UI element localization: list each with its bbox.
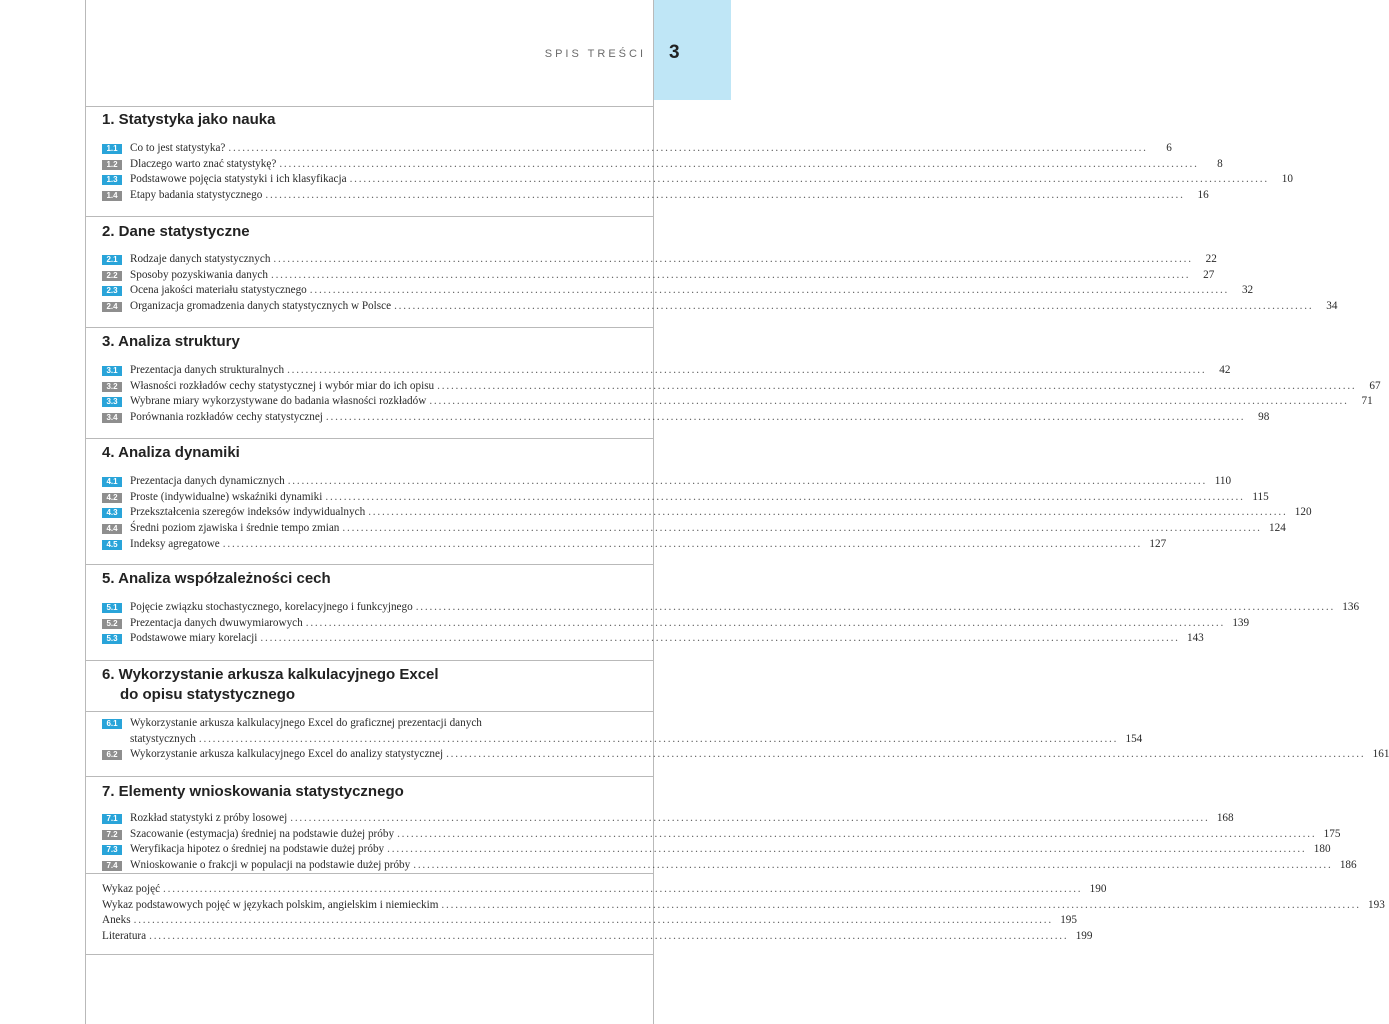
section-divider [85, 776, 653, 777]
section-number-badge: 5.3 [102, 634, 122, 644]
dot-leader: ........................................................................................................................................................................................................ [349, 173, 1269, 186]
section-number-badge: 1.1 [102, 144, 122, 154]
chapter-entries [102, 716, 1389, 763]
dot-leader: ........................................................................................................................................................................................................ [260, 632, 1180, 645]
toc-entry-title: Przekształcenia szeregów indeksów indywidualnych [130, 506, 366, 519]
toc-entry-line [130, 600, 1360, 616]
chapter-title [102, 332, 240, 352]
dot-leader: ........................................................................................................................................................................................................ [290, 812, 1210, 824]
section-number-badge: 4.4 [102, 524, 122, 534]
toc-entry-title: Prezentacja danych dwuwymiarowych [130, 616, 303, 629]
dot-leader: ........................................................................................................................................................................................................ [287, 475, 1208, 487]
section-number-badge: 4.1 [102, 477, 122, 487]
toc-entry-line [130, 172, 1293, 188]
toc-entry[interactable] [102, 172, 1293, 188]
toc-entry-title: Wykaz pojęć [102, 883, 161, 895]
section-number-badge: 2.3 [102, 286, 122, 296]
section-number-badge: 6.1 [102, 719, 122, 729]
toc-entry[interactable] [102, 363, 1231, 379]
toc-entry-title: Etapy badania statystycznego [130, 189, 263, 202]
section-divider [85, 711, 653, 712]
dot-leader: ........................................................................................................................................................................................................ [305, 616, 1226, 629]
toc-entry-line [130, 490, 1269, 506]
chapter-title-line: 1. Statystyka jako nauka [102, 111, 276, 128]
chapter-title-line: 7. Elementy wnioskowania statystycznego [102, 783, 404, 800]
section-divider [85, 954, 653, 955]
toc-entry[interactable] [102, 268, 1215, 284]
toc-entry-line [102, 913, 1077, 929]
toc-entry-page: 32 [1241, 284, 1254, 297]
toc-entry[interactable] [102, 929, 1093, 945]
toc-entry-line [130, 157, 1223, 173]
toc-entry-title: Co to jest statystyka? [130, 142, 226, 154]
dot-leader: ........................................................................................................................................................................................................ [133, 914, 1053, 927]
toc-entry[interactable] [102, 716, 1143, 747]
page-number: 3 [669, 42, 680, 63]
toc-entry-title: Organizacja gromadzenia danych statystycznych w Polsce [130, 300, 392, 313]
toc-entry-title: Ocena jakości materiału statystycznego [130, 284, 307, 297]
toc-entry-page: 180 [1313, 843, 1331, 856]
toc-entry-page: 16 [1197, 189, 1209, 202]
dot-leader: ........................................................................................................................................................................................................ [429, 395, 1349, 408]
toc-entry-line [130, 252, 1217, 268]
section-number-badge: 3.1 [102, 366, 122, 376]
toc-entry[interactable] [102, 252, 1217, 268]
dot-leader: ........................................................................................................................................................................................................ [437, 379, 1357, 392]
toc-entry-page: 6 [1166, 142, 1172, 154]
toc-entry-line [130, 410, 1270, 426]
chapter-entries [102, 600, 1360, 647]
toc-entry-page: 110 [1214, 475, 1232, 487]
toc-entry-line [130, 616, 1250, 632]
left-margin-rule [85, 0, 86, 1024]
section-divider [85, 216, 653, 217]
toc-entry[interactable] [102, 811, 1234, 827]
toc-entry-title: Weryfikacja hipotez o średniej na podstawie dużej próby [130, 843, 385, 856]
toc-entry-title: Porównania rozkładów cechy statystycznej [130, 411, 323, 424]
chapter-entries [102, 474, 1312, 552]
section-number-badge: 7.2 [102, 830, 122, 840]
section-divider [85, 106, 653, 107]
toc-entry-title: Proste (indywidualne) wskaźniki dynamiki [130, 490, 323, 503]
toc-entry-page: 186 [1339, 859, 1357, 872]
toc-entry[interactable] [102, 631, 1204, 647]
toc-entry[interactable] [102, 521, 1286, 537]
section-number-badge: 5.1 [102, 603, 122, 613]
toc-entry-line [130, 141, 1172, 157]
chapter-title [102, 222, 250, 242]
toc-entry-line [130, 379, 1381, 395]
section-number-badge: 3.2 [102, 382, 122, 392]
toc-entry[interactable] [102, 858, 1357, 874]
toc-entry-page: 127 [1149, 537, 1167, 550]
section-number-badge: 1.2 [102, 160, 122, 170]
section-number-badge: 5.2 [102, 619, 122, 629]
toc-entry[interactable] [102, 747, 1389, 763]
toc-entry-page: 136 [1342, 601, 1360, 613]
chapter-entries [102, 363, 1381, 426]
toc-entry[interactable] [102, 141, 1172, 157]
section-number-badge: 6.2 [102, 750, 122, 760]
dot-leader: ........................................................................................................................................................................................................ [279, 157, 1199, 170]
toc-entry-page: 193 [1368, 898, 1385, 911]
toc-entry-title: Prezentacja danych strukturalnych [130, 364, 285, 376]
toc-entry-title: Podstawowe miary korelacji [130, 632, 258, 645]
toc-entry[interactable] [102, 537, 1167, 553]
toc-entry-line [130, 521, 1286, 537]
toc-entry-line [102, 882, 1107, 898]
toc-entry[interactable] [102, 410, 1270, 426]
toc-entry-page: 195 [1060, 914, 1077, 927]
dot-leader: ........................................................................................................................................................................................................ [265, 189, 1185, 202]
dot-leader: ........................................................................................................................................................................................................ [415, 601, 1336, 613]
dot-leader: ........................................................................................................................................................................................................ [163, 883, 1083, 895]
section-number-badge: 3.4 [102, 413, 122, 423]
toc-entry-line [130, 505, 1312, 521]
dot-leader: ........................................................................................................................................................................................................ [342, 522, 1262, 535]
dot-leader: ........................................................................................................................................................................................................ [441, 898, 1361, 911]
chapter-title-line: 5. Analiza współzależności cech [102, 570, 331, 587]
chapter-entries [102, 141, 1293, 204]
toc-entry-title: Aneks [102, 914, 131, 927]
toc-entry-line [130, 188, 1209, 204]
toc-entry-line [130, 842, 1331, 858]
toc-entry-title: Rodzaje danych statystycznych [130, 253, 271, 265]
toc-entry-title: Wykorzystanie arkusza kalkulacyjnego Excel do analizy statystycznej [130, 748, 444, 761]
back-matter [102, 882, 1385, 945]
toc-entry-page: 10 [1281, 173, 1293, 186]
toc-entry-line [130, 363, 1231, 379]
chapter-title [102, 665, 439, 705]
section-divider [85, 327, 653, 328]
section-number-badge: 1.3 [102, 175, 122, 185]
toc-entry-page: 120 [1294, 506, 1312, 519]
section-number-badge: 2.1 [102, 255, 122, 265]
toc-entry[interactable] [102, 379, 1381, 395]
toc-entry-line [102, 929, 1093, 945]
toc-entry[interactable] [102, 913, 1077, 929]
chapter-entries [102, 252, 1338, 315]
section-number-badge: 7.1 [102, 814, 122, 824]
section-number-badge: 2.2 [102, 271, 122, 281]
toc-entry-page: 22 [1205, 253, 1217, 265]
toc-entry[interactable] [102, 157, 1223, 173]
toc-entry[interactable] [102, 188, 1209, 204]
chapter-title-line: 4. Analiza dynamiki [102, 444, 240, 461]
toc-entry[interactable] [102, 505, 1312, 521]
dot-leader: ........................................................................................................................................................................................................ [309, 284, 1230, 297]
page-corner-tab [654, 0, 731, 100]
toc-entry-page: 168 [1216, 812, 1234, 824]
toc-entry-line [130, 716, 638, 732]
toc-entry-title: Literatura [102, 930, 147, 943]
toc-entry-title: Własności rozkładów cechy statystycznej i wybór miar do ich opisu [130, 379, 435, 392]
toc-entry-page: 98 [1258, 411, 1270, 424]
toc-entry-title: Szacowanie (estymacja) średniej na podstawie dużej próby [130, 827, 395, 840]
dot-leader: ........................................................................................................................................................................................................ [228, 142, 1148, 154]
chapter-title [102, 443, 240, 463]
dot-leader: ........................................................................................................................................................................................................ [222, 537, 1143, 550]
toc-entry-line [130, 283, 1254, 299]
toc-entry-title: Pojęcie związku stochastycznego, korelacyjnego i funkcyjnego [130, 601, 413, 613]
dot-leader: ........................................................................................................................................................................................................ [149, 930, 1069, 943]
toc-entry-title: Dlaczego warto znać statystykę? [130, 157, 277, 170]
toc-entry-title: Prezentacja danych dynamicznych [130, 475, 285, 487]
chapter-title [102, 782, 404, 802]
toc-entry-title: Rozkład statystyki z próby losowej [130, 812, 288, 824]
chapter-title [102, 110, 275, 130]
dot-leader: ........................................................................................................................................................................................................ [325, 411, 1246, 424]
section-number-badge: 4.3 [102, 508, 122, 518]
toc-entry-line [130, 732, 1143, 748]
chapter-title [102, 569, 331, 589]
section-divider [85, 438, 653, 439]
toc-entry-line [130, 827, 1341, 843]
dot-leader: ........................................................................................................................................................................................................ [198, 732, 1119, 745]
toc-entry[interactable] [102, 882, 1107, 898]
toc-entry-title: Średni poziom zjawiska i średnie tempo zmian [130, 522, 340, 535]
toc-entry-line [130, 299, 1338, 315]
toc-entry-page: 34 [1326, 300, 1338, 313]
section-divider [85, 564, 653, 565]
dot-leader: ........................................................................................................................................................................................................ [446, 748, 1366, 761]
toc-entry-line [130, 631, 1204, 647]
toc-entry[interactable] [102, 827, 1341, 843]
toc-entry[interactable] [102, 842, 1331, 858]
chapter-title-line: 2. Dane statystyczne [102, 223, 250, 240]
dot-leader: ........................................................................................................................................................................................................ [287, 364, 1207, 376]
toc-entry-page: 154 [1125, 732, 1143, 745]
toc-entry-line [130, 474, 1232, 490]
toc-entry-line [130, 268, 1215, 284]
toc-entry-page: 8 [1217, 157, 1223, 170]
dot-leader: ........................................................................................................................................................................................................ [325, 490, 1245, 503]
toc-entry-title: Wykorzystanie arkusza kalkulacyjnego Excel do graficznej prezentacji danych [130, 717, 482, 729]
toc-entry-page: 71 [1361, 395, 1373, 408]
chapter-title-line-2: do opisu statystycznego [120, 686, 296, 703]
dot-leader: ........................................................................................................................................................................................................ [397, 827, 1317, 840]
toc-entry-page: 190 [1089, 883, 1107, 895]
toc-entry-line [102, 898, 1385, 914]
chapter-entries [102, 811, 1357, 874]
toc-entry-title: Indeksy agregatowe [130, 537, 220, 550]
section-number-badge: 7.3 [102, 845, 122, 855]
section-number-badge: 7.4 [102, 861, 122, 871]
toc-entry[interactable] [102, 474, 1232, 490]
toc-entry-title: Wykaz podstawowych pojęć w językach polskim, angielskim i niemieckim [102, 898, 439, 911]
toc-entry-title: Sposoby pozyskiwania danych [130, 268, 268, 281]
toc-entry-page: 199 [1075, 930, 1093, 943]
section-number-badge: 4.5 [102, 540, 122, 550]
dot-leader: ........................................................................................................................................................................................................ [368, 506, 1288, 519]
section-number-badge: 2.4 [102, 302, 122, 312]
section-number-badge: 3.3 [102, 397, 122, 407]
dot-leader: ........................................................................................................................................................................................................ [273, 253, 1193, 265]
section-number-badge: 4.2 [102, 493, 122, 503]
toc-entry[interactable] [102, 394, 1373, 410]
toc-entry-page: 143 [1186, 632, 1204, 645]
toc-entry-title-continued: statystycznych [130, 732, 196, 745]
chapter-title-line: 3. Analiza struktury [102, 333, 240, 350]
toc-entry[interactable] [102, 898, 1385, 914]
toc-entry[interactable] [102, 616, 1250, 632]
toc-entry[interactable] [102, 299, 1338, 315]
toc-entry-title: Wnioskowanie o frakcji w populacji na podstawie dużej próby [130, 859, 411, 872]
toc-entry-title: Wybrane miary wykorzystywane do badania własności rozkładów [130, 395, 427, 408]
toc-entry-page: 115 [1252, 490, 1269, 503]
toc-entry-line [130, 394, 1373, 410]
toc-entry[interactable] [102, 283, 1254, 299]
toc-entry-page: 67 [1369, 379, 1381, 392]
dot-leader: ........................................................................................................................................................................................................ [387, 843, 1307, 856]
toc-entry-page: 42 [1219, 364, 1231, 376]
toc-entry-page: 175 [1323, 827, 1341, 840]
toc-entry-line [130, 747, 1389, 763]
chapter-title-line: 6. Wykorzystanie arkusza kalkulacyjnego Excel [102, 666, 439, 683]
toc-entry[interactable] [102, 490, 1269, 506]
toc-entry-page: 139 [1232, 616, 1250, 629]
dot-leader: ........................................................................................................................................................................................................ [270, 268, 1191, 281]
toc-entry[interactable] [102, 600, 1360, 616]
toc-entry-title: Podstawowe pojęcia statystyki i ich klasyfikacja [130, 173, 347, 186]
toc-entry-page: 161 [1372, 748, 1389, 761]
toc-entry-page: 27 [1203, 268, 1215, 281]
toc-entry-line [130, 858, 1357, 874]
running-header: SPIS TREŚCI [544, 48, 646, 60]
section-number-badge: 1.4 [102, 191, 122, 201]
section-divider [85, 660, 653, 661]
toc-entry-page: 124 [1269, 522, 1286, 535]
toc-entry-line [130, 811, 1234, 827]
dot-leader: ........................................................................................................................................................................................................ [394, 300, 1314, 313]
dot-leader: ........................................................................................................................................................................................................ [413, 859, 1333, 872]
toc-entry-line [130, 537, 1167, 553]
